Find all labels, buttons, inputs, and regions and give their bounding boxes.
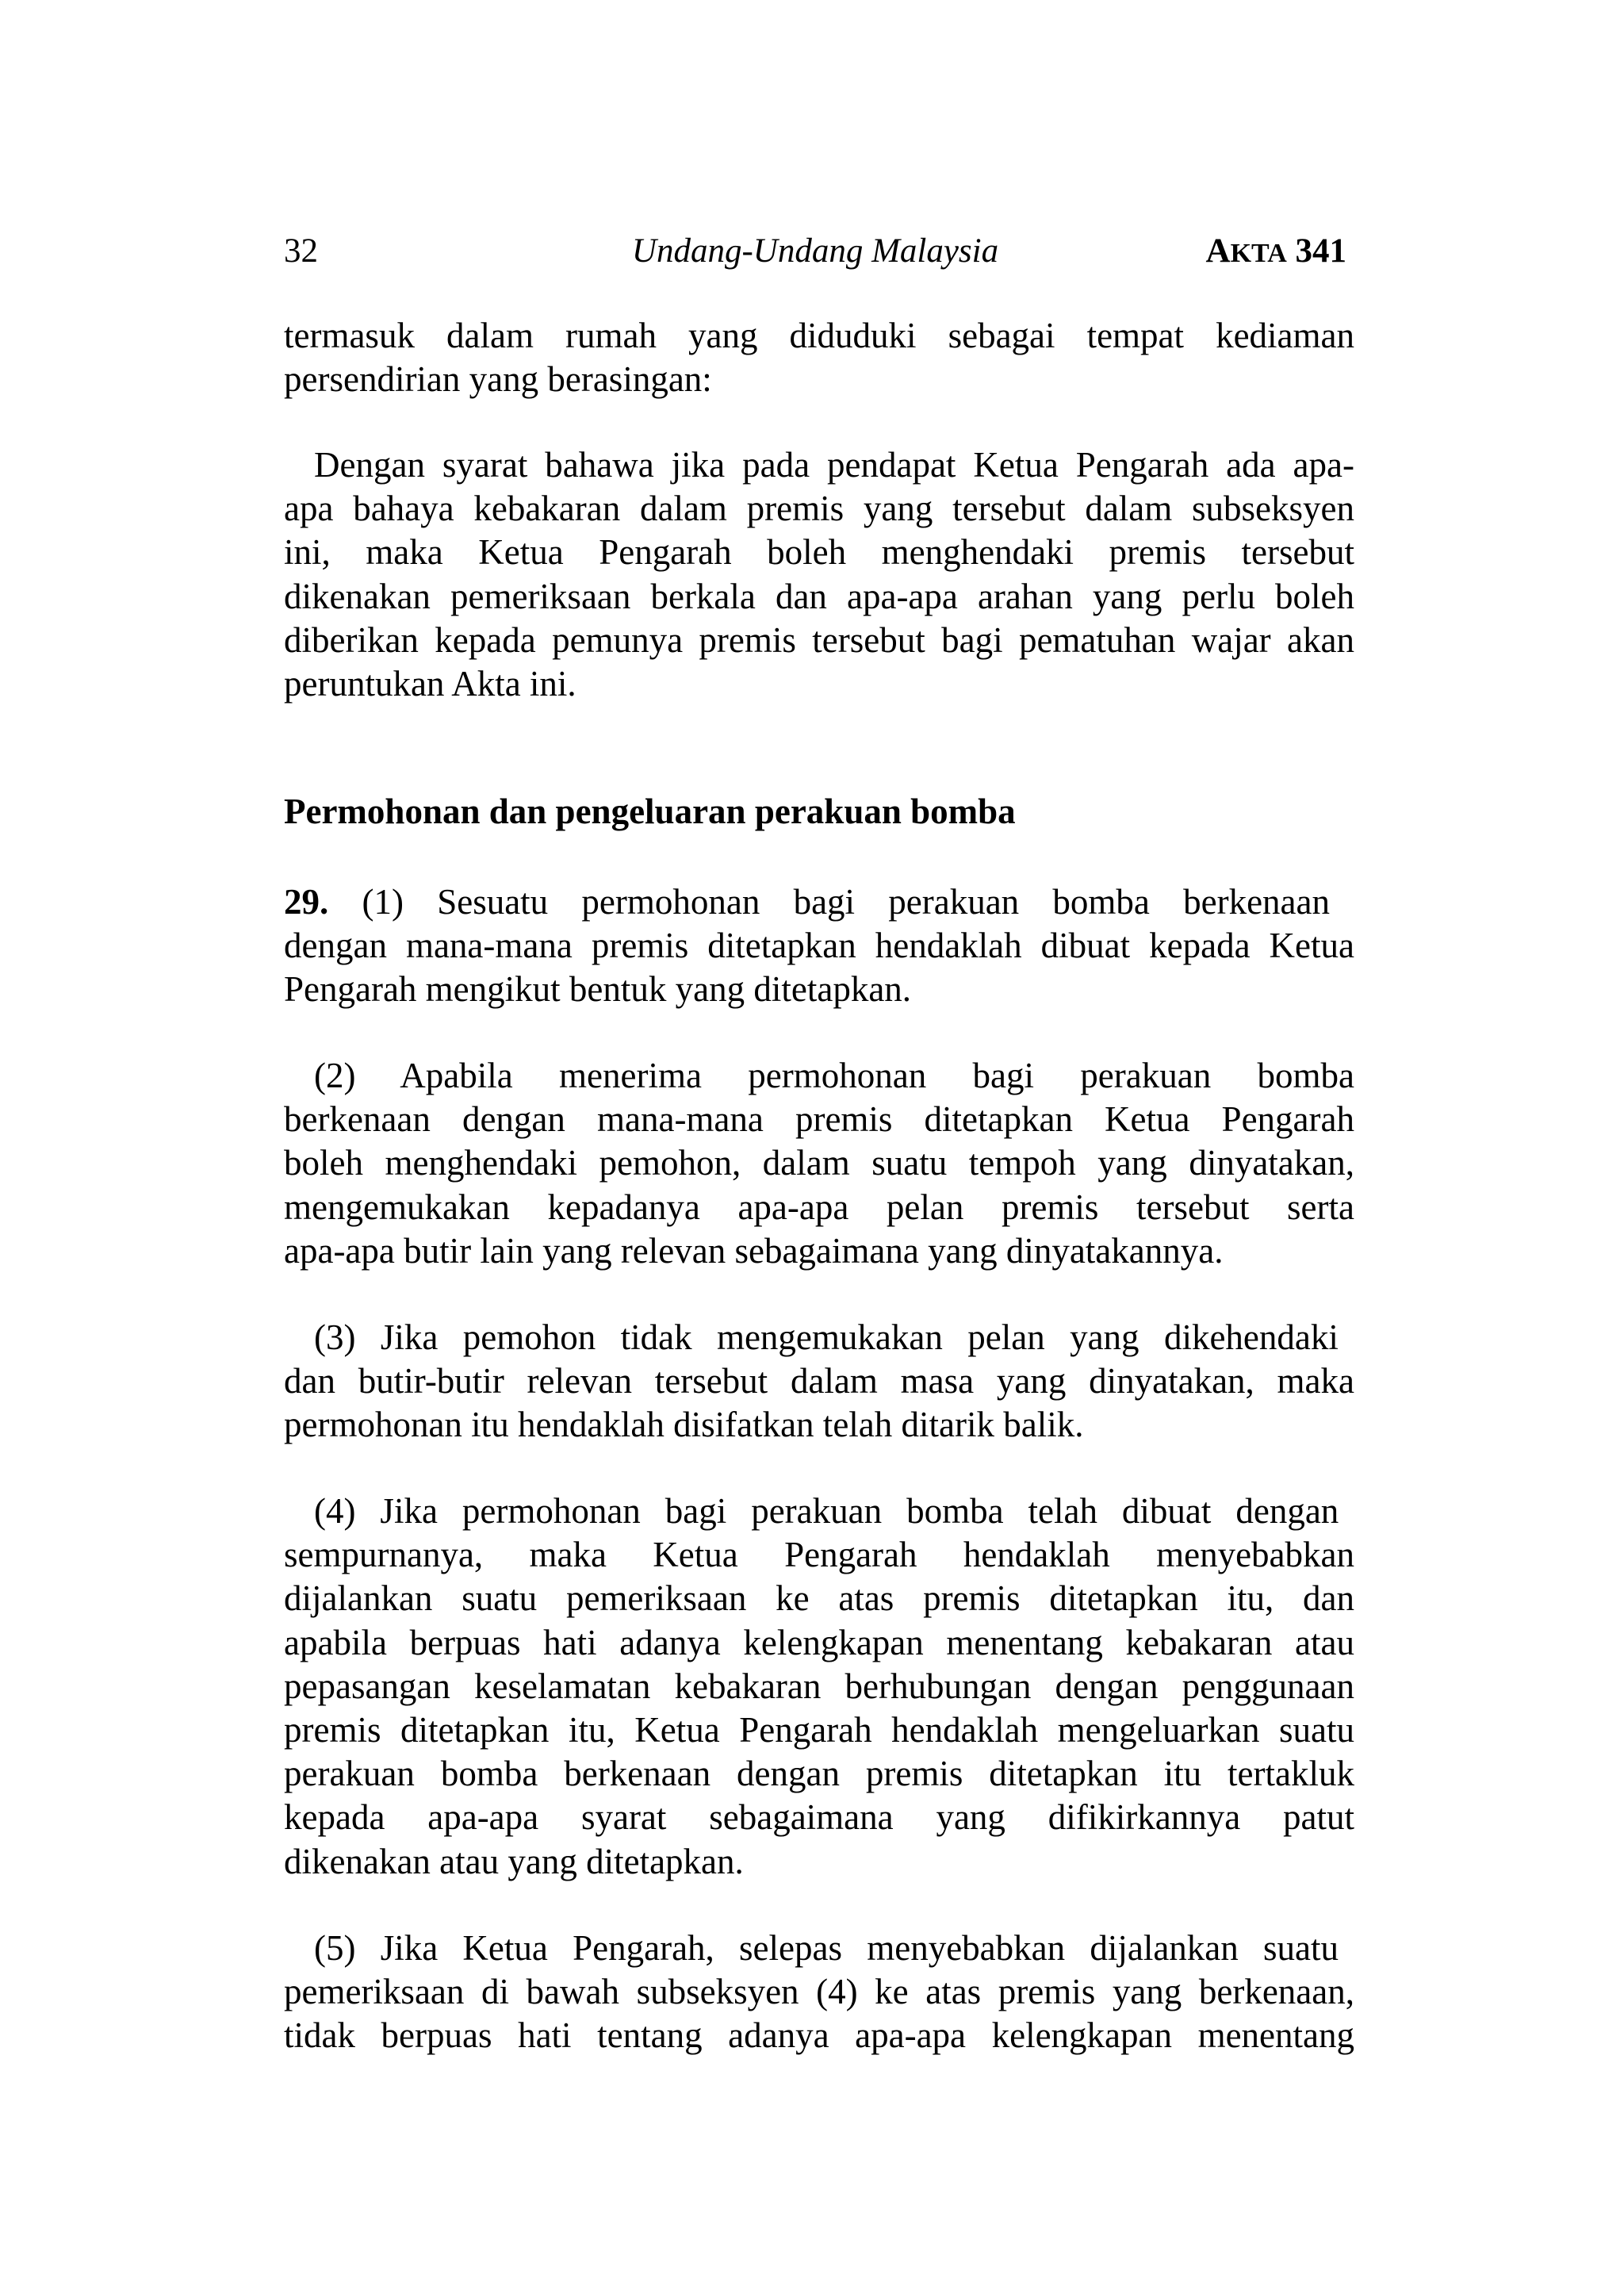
subsection-5 xyxy=(284,1927,1354,2058)
text-line: (5) Jika Ketua Pengarah, selepas menyebabkan dijalankan suatu xyxy=(314,1928,1339,1968)
text-line: (2) Apabila menerima permohonan bagi perakuan bomba xyxy=(314,1056,1354,1095)
text-line: (4) Jika permohonan bagi perakuan bomba telah dibuat dengan xyxy=(314,1491,1339,1531)
subsection-2 xyxy=(284,1054,1354,1273)
section-number: 29. xyxy=(284,882,329,922)
text-line: boleh menghendaki pemohon, dalam suatu tempoh yang dinyatakan, xyxy=(284,1143,1354,1183)
text-line: tidak berpuas hati tentang adanya apa-apa kelengkapan menentang xyxy=(284,2015,1354,2056)
text-line: Dengan syarat bahawa jika pada pendapat Ketua Pengarah ada apa- xyxy=(314,445,1354,485)
text-line: dijalankan suatu pemeriksaan ke atas premis ditetapkan itu, dan xyxy=(284,1578,1354,1619)
running-title: Undang-Undang Malaysia xyxy=(631,232,999,270)
act-prefix-initial: A xyxy=(1205,232,1231,270)
text-line: dan butir-butir relevan tersebut dalam masa yang dinyatakan, maka xyxy=(284,1361,1354,1401)
text-line: permohonan itu hendaklah disifatkan telah ditarik balik. xyxy=(284,1405,1084,1445)
page-number: 32 xyxy=(284,232,318,270)
text-line: perakuan bomba berkenaan dengan premis ditetapkan itu tertakluk xyxy=(284,1754,1354,1794)
text-line: mengemukakan kepadanya apa-apa pelan premis tersebut serta xyxy=(284,1187,1354,1227)
text-line: dikenakan pemeriksaan berkala dan apa-apa arahan yang perlu boleh xyxy=(284,576,1354,616)
act-label xyxy=(1206,228,1346,278)
text-line: peruntukan Akta ini. xyxy=(284,663,576,704)
text-line: ini, maka Ketua Pengarah boleh menghendaki premis tersebut xyxy=(284,532,1354,573)
text-line: (3) Jika pemohon tidak mengemukakan pelan yang dikehendaki xyxy=(314,1317,1339,1357)
act-number: 341 xyxy=(1295,232,1346,270)
text-line: dengan mana-mana premis ditetapkan hendaklah dibuat kepada Ketua xyxy=(284,926,1354,966)
text-line: berkenaan dengan mana-mana premis ditetapkan Ketua Pengarah xyxy=(284,1099,1354,1140)
subsection-1 xyxy=(284,880,1354,1012)
text-line: pemeriksaan di bawah subseksyen (4) ke atas premis yang berkenaan, xyxy=(284,1972,1354,2012)
continuation-paragraph xyxy=(284,314,1354,401)
text-line: apabila berpuas hati adanya kelengkapan menentang kebakaran atau xyxy=(284,1622,1354,1662)
subsection-1-first-line: (1) Sesuatu permohonan bagi perakuan bomba berkenaan xyxy=(362,882,1331,922)
text-line: apa bahaya kebakaran dalam premis yang tersebut dalam subseksyen xyxy=(284,489,1354,529)
text-line: termasuk dalam rumah yang diduduki sebagai tempat kediaman xyxy=(284,316,1354,355)
text-line: dikenakan atau yang ditetapkan. xyxy=(284,1841,744,1881)
proviso-paragraph xyxy=(284,443,1354,706)
act-prefix-smallcaps: KTA xyxy=(1230,239,1287,268)
subsection-4 xyxy=(284,1490,1354,1884)
text-line: sempurnanya, maka Ketua Pengarah hendaklah menyebabkan xyxy=(284,1535,1354,1575)
text-line: apa-apa butir lain yang relevan sebagaimana yang dinyatakannya. xyxy=(284,1230,1224,1271)
text-line: premis ditetapkan itu, Ketua Pengarah hendaklah mengeluarkan suatu xyxy=(284,1709,1354,1750)
text-line: persendirian yang berasingan: xyxy=(284,359,712,400)
subsection-3 xyxy=(284,1316,1354,1448)
text-line: Pengarah mengikut bentuk yang ditetapkan. xyxy=(284,969,912,1010)
text-line: kepada apa-apa syarat sebagaimana yang difikirkannya patut xyxy=(284,1797,1354,1838)
text-line xyxy=(284,880,1354,924)
page-header xyxy=(284,228,1346,275)
section-heading: Permohonan dan pengeluaran perakuan bomba xyxy=(284,792,1016,831)
text-line: diberikan kepada pemunya premis tersebut bagi pematuhan wajar akan xyxy=(284,619,1354,660)
document-page xyxy=(284,0,1354,2293)
text-line: pepasangan keselamatan kebakaran berhubungan dengan penggunaan xyxy=(284,1666,1354,1706)
